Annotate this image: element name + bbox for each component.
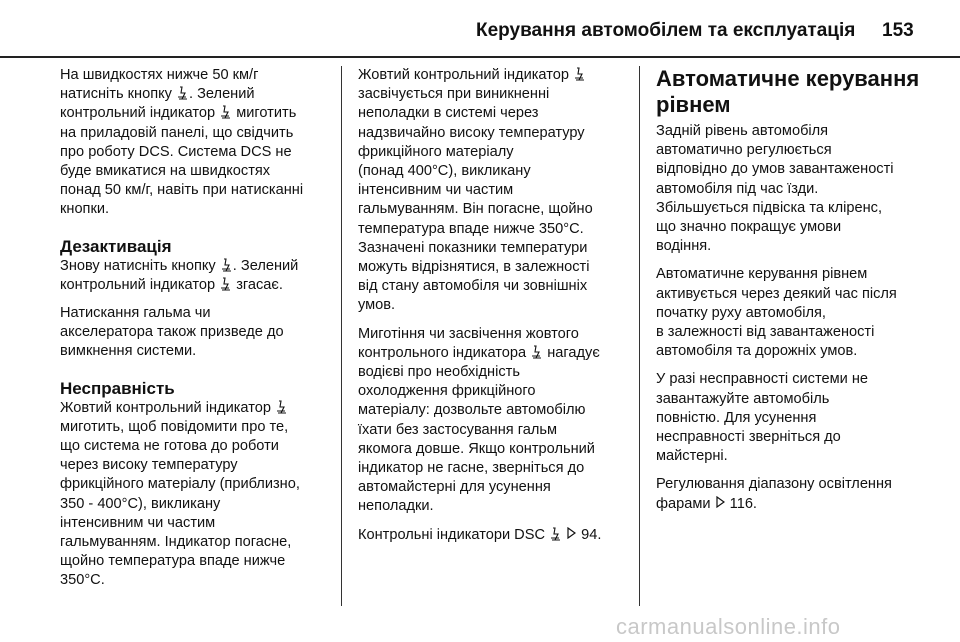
text-line: кнопки. (60, 201, 110, 218)
text-line: Збільшується підвіска та кліренс, (656, 199, 882, 216)
text-line: активується через деякий час після (656, 285, 897, 302)
text-line: матеріалу: дозвольте автомобілю (358, 402, 586, 419)
text-line: завантажуйте автомобіль (656, 390, 830, 407)
text-line: що система не готова до роботи (60, 438, 279, 455)
text-line: рівнем (656, 92, 731, 117)
page-reference-icon[interactable] (567, 527, 576, 541)
text-line: Автоматичне керування рівнем (656, 266, 868, 283)
fault-paragraph (60, 399, 330, 591)
column-right (656, 66, 931, 523)
text-line: контрольний індикатор миготить (60, 105, 297, 122)
text-line: про роботу DCS. Система DCS не (60, 143, 292, 160)
text-line: вимкнення системи. (60, 343, 197, 360)
page-number: 153 (882, 20, 914, 41)
deactivation-paragraph-1 (60, 257, 330, 295)
column-middle (358, 66, 630, 554)
text-line: повністю. Для усунення (656, 409, 817, 426)
text-line: 350 - 400°C), викликану (60, 495, 221, 512)
text-line: Жовтий контрольний індикатор (60, 399, 330, 418)
text-line: інтенсивним чи частим (358, 182, 514, 199)
warning-paragraph-1 (358, 66, 630, 316)
text-line: автомобіля під час їзди. (656, 180, 819, 197)
section-heading-deactivation: Дезактивація (60, 236, 172, 256)
intro-paragraph (60, 66, 330, 220)
text-line: водіння. (656, 238, 712, 255)
text-line: температура впаде нижче 350°C. (358, 220, 584, 237)
text-line: контрольного індикатора нагадує (358, 344, 600, 361)
deactivation-paragraph-2 (60, 304, 330, 362)
text-line: автомобіля та дорожніх умов. (656, 343, 858, 360)
level-paragraph-3 (656, 370, 931, 466)
text-line: понад 50 км/г, навіть при натисканні (60, 182, 304, 199)
text-line: надзвичайно високу температуру (358, 124, 585, 141)
text-line: на приладовій панелі, що свідчить (60, 124, 294, 141)
text-line: гальмуванням. Він погасне, щойно (358, 201, 593, 218)
text-line: умов. (358, 297, 396, 314)
section-heading-fault: Несправність (60, 378, 175, 398)
text-line: У разі несправності системи не (656, 371, 868, 388)
dcs-indicator-icon (276, 400, 287, 414)
text-line: На швидкостях нижче 50 км/г (60, 67, 259, 83)
text-line: Знову натисніть кнопку . Зелений (60, 257, 299, 274)
text-line: натисніть кнопку . Зелений (60, 86, 255, 103)
text-line: Зазначені показники температури (358, 239, 588, 256)
text-line: Контрольні індикатори DSC 94. (358, 526, 602, 543)
text-line: фрикційного матеріалу (358, 143, 514, 160)
text-line: охолодження фрикційного (358, 383, 536, 400)
text-line: від стану автомобіля чи зовнішніх (358, 278, 588, 295)
page-reference-icon[interactable] (716, 496, 725, 510)
text-line: в залежності від завантаженості (656, 324, 875, 341)
text-line: Миготіння чи засвічення жовтого (358, 325, 579, 342)
dcs-indicator-icon (220, 105, 231, 119)
text-line: автомайстерні для усунення (358, 479, 551, 496)
indicator-reference-paragraph (358, 526, 630, 545)
column-divider-2 (639, 66, 640, 606)
dcs-indicator-icon (220, 277, 231, 291)
text-line: індикатор не гасне, зверніться до (358, 460, 585, 477)
watermark-text: carmanualsonline.info (616, 614, 841, 639)
text-line: через високу температуру (60, 457, 238, 474)
text-line: контрольний індикатор згасає. (60, 276, 283, 293)
column-left (60, 66, 330, 600)
text-line: буде вмикатися на швидкостях (60, 163, 271, 180)
text-line: фарами 116. (656, 495, 757, 512)
text-line: відповідно до умов завантаженості (656, 161, 894, 178)
text-line: водієві про необхідність (358, 364, 520, 381)
text-line: їхати без застосування гальм (358, 421, 557, 438)
dcs-indicator-icon (550, 527, 561, 541)
text-line: інтенсивним чи частим (60, 514, 216, 531)
warning-paragraph-2 (358, 325, 630, 517)
text-line: щойно температура впаде нижче (60, 553, 286, 570)
text-line: що значно покращує умови (656, 219, 842, 236)
header-divider (0, 56, 960, 58)
text-line: акселератора також призведе до (60, 324, 284, 341)
text-line: миготить, щоб повідомити про те, (60, 418, 289, 435)
text-line: Натискання гальма чи (60, 305, 211, 322)
text-line: засвічується при виникненні (358, 86, 550, 103)
dcs-indicator-icon (574, 67, 585, 81)
page-title: Керування автомобілем та експлуатація (476, 20, 856, 41)
text-line: можуть відрізнятися, в залежності (358, 259, 590, 276)
text-line: початку руху автомобіля, (656, 304, 826, 321)
text-line: Задній рівень автомобіля (656, 123, 829, 139)
text-line: Жовтий контрольний індикатор (358, 66, 630, 85)
level-paragraph-1 (656, 122, 931, 256)
text-line: Регулювання діапазону освітлення (656, 476, 892, 493)
text-line: майстерні. (656, 448, 728, 465)
dcs-indicator-icon (531, 345, 542, 359)
text-line: гальмуванням. Індикатор погасне, (60, 534, 292, 551)
text-line: Автоматичне керування (656, 66, 920, 91)
dcs-indicator-icon (177, 86, 188, 100)
text-line: неполадки в системі через (358, 105, 539, 122)
column-divider-1 (341, 66, 342, 606)
text-line: (понад 400°C), викликану (358, 163, 531, 180)
section-heading-level-control (656, 66, 931, 118)
text-line: автоматично регулюється (656, 142, 832, 159)
text-line: неполадки. (358, 498, 434, 515)
dcs-indicator-icon (221, 258, 232, 272)
level-paragraph-2 (656, 265, 931, 361)
text-line: фрикційного матеріалу (приблизно, (60, 476, 300, 493)
text-line: несправності зверніться до (656, 429, 841, 446)
level-paragraph-4 (656, 475, 931, 513)
text-line: 350°C. (60, 572, 105, 589)
text-line: якомога довше. Якщо контрольний (358, 440, 595, 457)
